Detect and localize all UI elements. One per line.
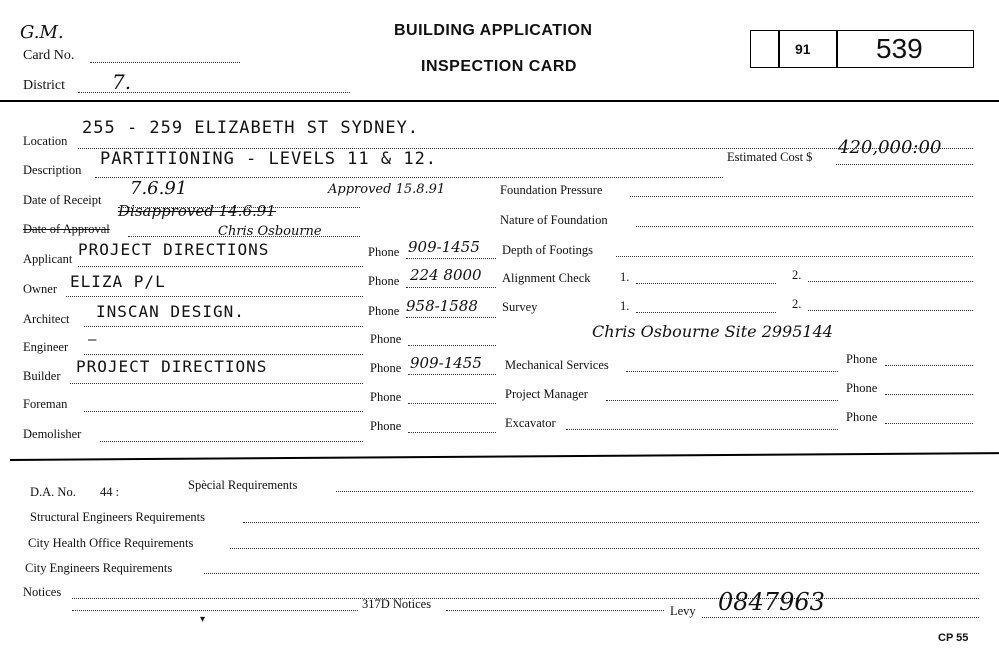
alignment-num2: 2. xyxy=(792,268,802,282)
approved-note: Approved 15.8.91 xyxy=(328,182,446,197)
applicant-label: Applicant xyxy=(23,252,73,266)
card-no-label: Card No. xyxy=(23,48,75,63)
mech-phone-label: Phone xyxy=(846,352,878,366)
caret-mark: ▾ xyxy=(200,614,206,625)
applicant-phone-field[interactable] xyxy=(406,258,496,259)
survey-num1: 1. xyxy=(620,299,630,313)
notices-317d-label: 317D Notices xyxy=(362,597,432,611)
notices-label: Notices xyxy=(23,585,62,599)
city-eng-label: City Engineers Requirements xyxy=(25,561,173,575)
description-field[interactable] xyxy=(95,177,723,178)
card-number-box xyxy=(750,30,974,68)
alignment-num1: 1. xyxy=(620,270,630,284)
location-label: Location xyxy=(23,134,68,148)
survey-field-1[interactable] xyxy=(636,312,776,313)
project-manager-field[interactable] xyxy=(606,400,838,401)
card-no-field[interactable] xyxy=(90,62,240,63)
alignment-field-2[interactable] xyxy=(808,281,973,282)
date-receipt-value: 7.6.91 xyxy=(130,178,188,199)
applicant-phone-value: 909-1455 xyxy=(408,238,480,256)
applicant-value: PROJECT DIRECTIONS xyxy=(78,240,270,259)
box-year: 91 xyxy=(795,41,811,57)
engineer-label: Engineer xyxy=(23,340,69,354)
owner-value: ELIZA P/L xyxy=(70,272,166,291)
special-req-label: Spècial Requirements xyxy=(188,478,298,492)
estimated-cost-value: 420,000:00 xyxy=(838,137,942,158)
owner-phone-value: 224 8000 xyxy=(410,266,482,284)
date-receipt-label: Date of Receipt xyxy=(23,193,102,207)
estimated-cost-label: Estimated Cost $ xyxy=(727,150,813,164)
builder-value: PROJECT DIRECTIONS xyxy=(76,357,268,376)
levy-field[interactable] xyxy=(702,617,979,618)
header-divider xyxy=(0,100,999,102)
excavator-phone-label: Phone xyxy=(846,410,878,424)
builder-phone-field[interactable] xyxy=(408,374,496,375)
levy-label: Levy xyxy=(670,604,696,618)
city-eng-field[interactable] xyxy=(204,573,979,574)
site-note: Chris Osbourne Site 2995144 xyxy=(592,322,833,341)
pm-phone-label: Phone xyxy=(846,381,878,395)
demolisher-label: Demolisher xyxy=(23,427,82,441)
foreman-phone-label: Phone xyxy=(370,390,402,404)
health-label: City Health Office Requirements xyxy=(28,536,194,550)
health-field[interactable] xyxy=(230,548,979,549)
owner-field[interactable] xyxy=(66,296,363,297)
description-label: Description xyxy=(23,163,82,177)
notices-field[interactable] xyxy=(72,598,979,599)
structural-label: Structural Engineers Requirements xyxy=(30,510,205,524)
owner-phone-label: Phone xyxy=(368,274,400,288)
survey-label: Survey xyxy=(502,300,538,314)
architect-phone-value: 958-1588 xyxy=(406,297,478,315)
architect-value: INSCAN DESIGN. xyxy=(96,302,245,321)
engineer-phone-label: Phone xyxy=(370,332,402,346)
form-title-line1: BUILDING APPLICATION xyxy=(394,22,593,39)
demolisher-phone-label: Phone xyxy=(370,419,402,433)
applicant-phone-label: Phone xyxy=(368,245,400,259)
foreman-label: Foreman xyxy=(23,397,68,411)
engineer-phone-field[interactable] xyxy=(408,345,496,346)
alignment-field-1[interactable] xyxy=(636,283,776,284)
description-value: PARTITIONING - LEVELS 11 & 12. xyxy=(100,149,438,169)
architect-field[interactable] xyxy=(84,326,363,327)
applicant-field[interactable] xyxy=(78,266,363,267)
builder-label: Builder xyxy=(23,369,61,383)
district-value: 7. xyxy=(112,70,132,94)
depth-footings-field[interactable] xyxy=(616,256,973,257)
excavator-label: Excavator xyxy=(505,416,556,430)
architect-phone-field[interactable] xyxy=(406,317,496,318)
pm-phone-field[interactable] xyxy=(885,394,973,395)
builder-phone-label: Phone xyxy=(370,361,402,375)
form-code: CP 55 xyxy=(938,632,969,644)
chris-osbourne-note: Chris Osbourne xyxy=(218,224,322,239)
nature-foundation-label: Nature of Foundation xyxy=(500,213,608,227)
notices-317d-field[interactable] xyxy=(446,610,664,611)
demolisher-phone-field[interactable] xyxy=(408,432,496,433)
builder-phone-value: 909-1455 xyxy=(410,354,482,372)
form-title-line2: INSPECTION CARD xyxy=(421,58,577,75)
disapproved-note: Disapproved 14.6.91 xyxy=(118,202,276,220)
architect-label: Architect xyxy=(23,312,70,326)
engineer-value: — xyxy=(88,332,98,348)
excavator-phone-field[interactable] xyxy=(885,423,973,424)
estimated-cost-field[interactable] xyxy=(836,164,973,165)
da-label: D.A. No. xyxy=(30,485,76,499)
engineer-field[interactable] xyxy=(84,354,363,355)
box-divider-1 xyxy=(778,30,780,68)
project-manager-label: Project Manager xyxy=(505,387,588,401)
demolisher-field[interactable] xyxy=(100,441,363,442)
gm-mark: G.M. xyxy=(20,22,64,43)
date-approval-label: Date of Approval xyxy=(23,222,110,236)
district-label: District xyxy=(23,78,65,93)
section-divider xyxy=(10,452,999,460)
alignment-check-label: Alignment Check xyxy=(502,271,591,285)
owner-label: Owner xyxy=(23,282,58,296)
notices-cont-field[interactable] xyxy=(72,610,358,611)
depth-footings-label: Depth of Footings xyxy=(502,243,593,257)
levy-value: 0847963 xyxy=(718,588,825,616)
box-number: 539 xyxy=(876,33,923,64)
survey-num2: 2. xyxy=(792,297,802,311)
excavator-field[interactable] xyxy=(566,429,838,430)
foreman-field[interactable] xyxy=(84,411,363,412)
mech-services-label: Mechanical Services xyxy=(505,358,609,372)
foundation-pressure-field[interactable] xyxy=(630,196,973,197)
architect-phone-label: Phone xyxy=(368,304,400,318)
owner-phone-field[interactable] xyxy=(406,287,496,288)
location-value: 255 - 259 ELIZABETH ST SYDNEY. xyxy=(82,118,420,138)
foreman-phone-field[interactable] xyxy=(408,403,496,404)
foundation-pressure-label: Foundation Pressure xyxy=(500,183,603,197)
survey-field-2[interactable] xyxy=(808,310,973,311)
box-divider-2 xyxy=(836,30,838,68)
da-value: 44 : xyxy=(100,485,120,499)
structural-field[interactable] xyxy=(243,522,979,523)
mech-phone-field[interactable] xyxy=(885,365,973,366)
mech-services-field[interactable] xyxy=(626,371,838,372)
builder-field[interactable] xyxy=(70,383,363,384)
special-req-field[interactable] xyxy=(336,491,973,492)
nature-foundation-field[interactable] xyxy=(636,226,973,227)
